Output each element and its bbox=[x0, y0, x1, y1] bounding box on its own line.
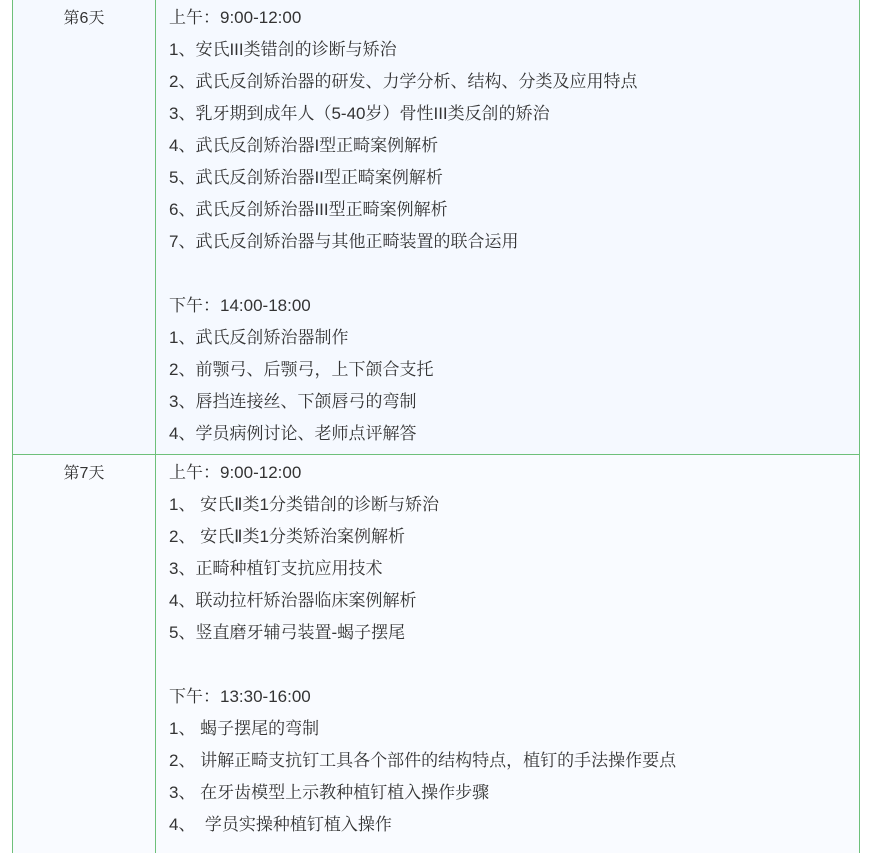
list-item: 2、前颚弓、后颚弓，上下颌合支托 bbox=[169, 360, 434, 379]
list-item: 3、唇挡连接丝、下颌唇弓的弯制 bbox=[169, 392, 417, 411]
section-spacer bbox=[169, 263, 859, 295]
day-content bbox=[156, 455, 859, 853]
day-content bbox=[156, 0, 859, 454]
table-row-day-7 bbox=[13, 455, 859, 853]
list-item: 2、 讲解正畸支抗钉工具各个部件的结构特点，植钉的手法操作要点 bbox=[169, 751, 677, 770]
list-item: 2、武氏反㓣矫治器的研发、力学分析、结构、分类及应用特点 bbox=[169, 72, 638, 91]
list-item: 7、武氏反㓣矫治器与其他正畸装置的联合运用 bbox=[169, 232, 519, 251]
list-item: 4、联动拉杆矫治器临床案例解析 bbox=[169, 591, 417, 610]
list-item: 1、 蝎子摆尾的弯制 bbox=[169, 719, 320, 738]
list-item: 5、武氏反㓣矫治器II型正畸案例解析 bbox=[169, 168, 443, 187]
morning-heading: 上午：9:00-12:00 bbox=[169, 8, 302, 27]
list-item: 1、 安氏Ⅱ类1分类错㓣的诊断与矫治 bbox=[169, 495, 439, 514]
afternoon-heading: 下午：14:00-18:00 bbox=[169, 296, 311, 315]
list-item: 1、武氏反㓣矫治器制作 bbox=[169, 328, 349, 347]
list-item: 3、乳牙期到成年人（5-40岁）骨性III类反㓣的矫治 bbox=[169, 104, 550, 123]
list-item: 1、安氏III类错㓣的诊断与矫治 bbox=[169, 40, 397, 59]
day-label: 第6天 bbox=[13, 0, 156, 454]
list-item: 6、武氏反㓣矫治器III型正畸案例解析 bbox=[169, 200, 448, 219]
list-item: 2、 安氏Ⅱ类1分类矫治案例解析 bbox=[169, 527, 405, 546]
list-item: 5、竖直磨牙辅弓装置-蝎子摆尾 bbox=[169, 623, 406, 642]
table-row-day-6 bbox=[13, 0, 859, 455]
list-item: 4、武氏反㓣矫治器I型正畸案例解析 bbox=[169, 136, 439, 155]
section-spacer bbox=[169, 654, 859, 686]
list-item: 3、 在牙齿模型上示教种植钉植入操作步骤 bbox=[169, 783, 490, 802]
list-item: 3、正畸种植钉支抗应用技术 bbox=[169, 559, 383, 578]
course-schedule-table bbox=[12, 0, 860, 853]
afternoon-heading: 下午：13:30-16:00 bbox=[169, 687, 311, 706]
morning-heading: 上午：9:00-12:00 bbox=[169, 463, 302, 482]
day-label: 第7天 bbox=[13, 455, 156, 853]
list-item: 4、 学员实操种植钉植入操作 bbox=[169, 815, 392, 834]
list-item: 4、学员病例讨论、老师点评解答 bbox=[169, 424, 417, 443]
